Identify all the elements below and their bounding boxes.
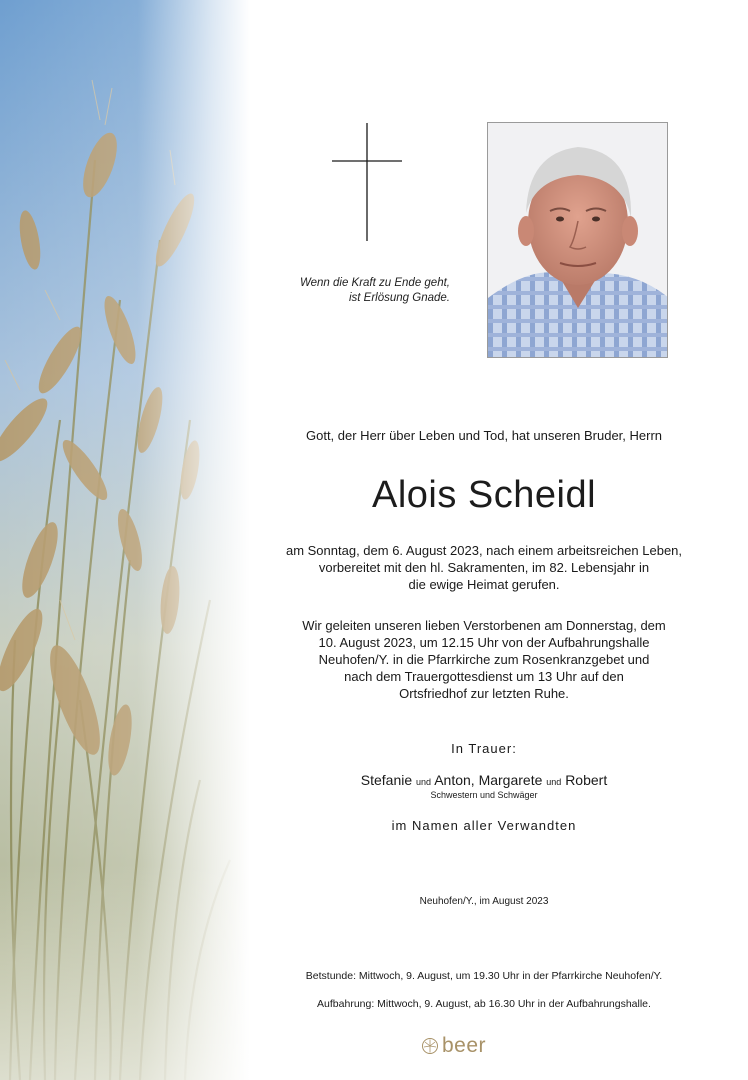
- dandelion-icon: [421, 1037, 439, 1055]
- mourners-list: [230, 772, 738, 791]
- death-paragraph: [230, 542, 738, 593]
- relatives-line: im Namen aller Verwandten: [391, 818, 577, 833]
- mourning-heading: In Trauer:: [451, 741, 517, 756]
- beer-logo: [421, 1033, 486, 1059]
- death-line: am Sonntag, dem 6. August 2023, nach einem arbeitsreichen Leben,: [285, 543, 683, 558]
- portrait-photo: [487, 122, 668, 358]
- death-line: die ewige Heimat gerufen.: [408, 577, 560, 592]
- funeral-line: Wir geleiten unseren lieben Verstorbenen am Donnerstag, dem: [302, 618, 666, 633]
- place-date: Neuhofen/Y., im August 2023: [419, 896, 549, 907]
- deceased-name: Alois Scheidl: [371, 474, 597, 516]
- funeral-line: 10. August 2023, um 12.15 Uhr von der Aufbahrungshalle: [318, 635, 650, 650]
- conjunction: und: [416, 777, 432, 787]
- mourner-name: Stefanie: [360, 772, 413, 788]
- funeral-line: Ortsfriedhof zur letzten Ruhe.: [399, 686, 569, 701]
- logo-text: beer: [442, 1034, 487, 1057]
- death-line: vorbereitet mit den hl. Sakramenten, im 82. Lebensjahr in: [318, 560, 650, 575]
- viewing-info: Aufbahrung: Mittwoch, 9. August, ab 16.30 Uhr in der Aufbahrungshalle.: [317, 998, 651, 1010]
- funeral-line: Neuhofen/Y. in die Pfarrkirche zum Rosenkranzgebet und: [318, 652, 650, 667]
- mourner-name: Anton, Margarete: [434, 772, 543, 788]
- mourner-name: Robert: [565, 772, 608, 788]
- mourners-relation: Schwestern und Schwäger: [430, 790, 538, 800]
- cross-icon: [332, 123, 402, 241]
- motto-line-1: Wenn die Kraft zu Ende geht,: [299, 277, 450, 289]
- prayer-service-info: Betstunde: Mittwoch, 9. August, um 19.30 Uhr in der Pfarrkirche Neuhofen/Y.: [305, 970, 663, 982]
- wheat-field-image: [0, 0, 250, 1080]
- conjunction: und: [546, 777, 562, 787]
- announcement-intro: Gott, der Herr über Leben und Tod, hat unseren Bruder, Herrn: [305, 428, 663, 443]
- funeral-paragraph: [230, 617, 738, 702]
- motto-line-2: ist Erlösung Gnade.: [348, 292, 450, 304]
- funeral-line: nach dem Trauergottesdienst um 13 Uhr auf den: [344, 669, 624, 684]
- motto: [255, 276, 450, 306]
